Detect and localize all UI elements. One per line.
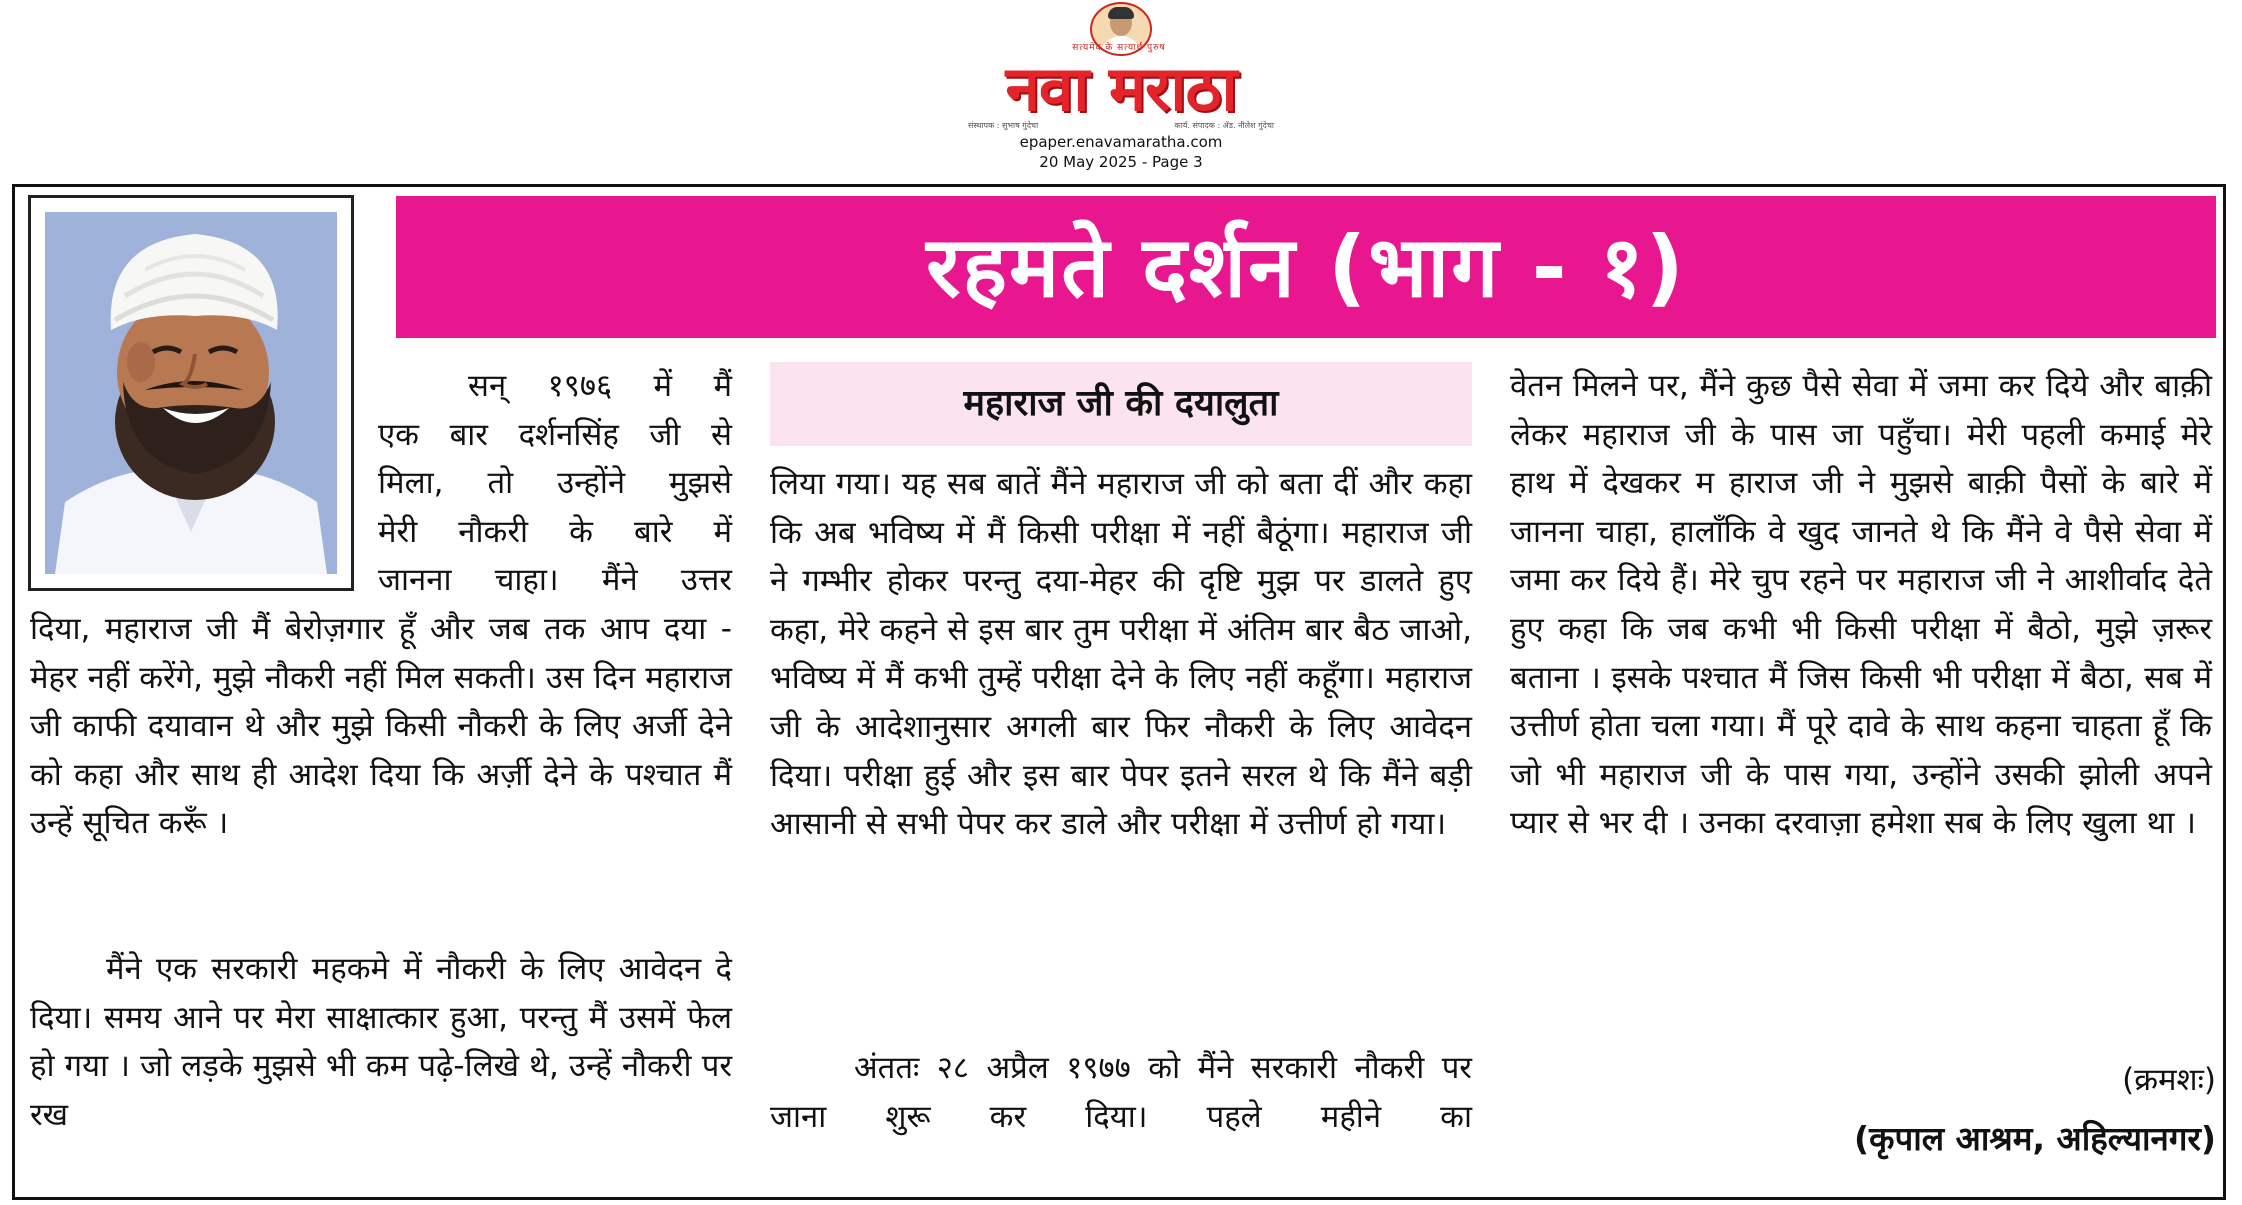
author-portrait-icon <box>45 212 337 574</box>
col1-line-4: मेरी नौकरी के बारे में <box>378 513 732 550</box>
col1-line-5: जानना चाहा। मैंने उत्तर <box>378 562 732 599</box>
logo-strip <box>968 120 1274 132</box>
logo-strip-right: कार्य. संपादक : ॲड. नीलेश गुंदेचा <box>1174 121 1274 130</box>
masthead <box>0 0 2242 180</box>
logo-strip-left: संस्थापक : सुभाष गुंदेचा <box>968 121 1039 130</box>
col1-line-1: सन् १९७६ में मैं <box>468 368 732 404</box>
newspaper-logo: नवा मराठा <box>1005 52 1237 125</box>
continued-label: (क्रमशः) <box>2122 1062 2216 1098</box>
article-title: रहमते दर्शन (भाग - १) <box>926 218 1686 316</box>
article-credit: (कृपाल आश्रम, अहिल्यानगर) <box>1854 1119 2216 1158</box>
logo-tagline: सत्यमेव के सत्यार्थ पुरुष <box>1072 43 1166 53</box>
article-subhead: महाराज जी की दयालुता <box>963 383 1279 424</box>
col1-paragraph-2: मैंने एक सरकारी महकमे में नौकरी के लिए आवेदन दे दिया। समय आने पर मेरा साक्षात्कार हुआ, परन्तु मैं उसमें फेल हो गया । जो लड़के मुझसे भी कम पढ़े-लिखे थे, उन्हें नौकरी पर रख <box>30 951 732 1133</box>
edition-date-page: 20 May 2025 - Page 3 <box>1039 153 1203 171</box>
col2-paragraph-2: अंततः २८ अप्रैल १९७७ को मैंने सरकारी नौकरी पर जाना शुरू कर दिया। पहले महीने का <box>770 1050 1472 1135</box>
epaper-site[interactable]: epaper.enavamaratha.com <box>1019 133 1223 151</box>
col3-paragraph-1: वेतन मिलने पर, मैंने कुछ पैसे सेवा में जमा कर दिये और बाक़ी लेकर महाराज जी के पास जा पहुँचा। मेरी पहली कमाई मेरे हाथ में देखकर म हाराज जी ने मुझसे बाक़ी पैसों के बारे में जानना चाहा, हालाँकि वे खुद जानते थे कि मैंने वे पैसे सेवा में जमा कर दिये हैं। मेरे चुप रहने पर महाराज जी ने आशीर्वाद देते हुए कहा कि जब कभी भी किसी परीक्षा में बैठो, मुझे ज़रूर बताना । इसके पश्चात मैं जिस किसी भी परीक्षा में बैठा, सब में उत्तीर्ण होता चला गया। मैं पूरे दावे के साथ कहना चाहता हूँ कि जो भी महाराज जी के पास गया, उन्होंने उसकी झोली अपने प्यार से भर दी । उनका दरवाज़ा हमेशा सब के लिए खुला था । <box>1510 368 2212 842</box>
col1-paragraph-1: दिया, महाराज जी मैं बेरोज़गार हूँ और जब तक आप दया - मेहर नहीं करेंगे, मुझे नौकरी नहीं मिल सकती। उस दिन महाराज जी काफी दयावान थे और मुझे किसी नौकरी के लिए अर्जी देने को कहा और साथ ही आदेश दिया कि अर्ज़ी देने के पश्चात मैं उन्हें सूचित करूँ । <box>30 611 732 842</box>
col1-line-3: मिला, तो उन्होंने मुझसे <box>378 465 732 502</box>
title-band <box>396 196 2216 338</box>
col2-paragraph-1: लिया गया। यह सब बातें मैंने महाराज जी को बता दीं और कहा कि अब भविष्य में मैं किसी परीक्षा में नहीं बैठूंगा। महाराज जी ने गम्भीर होकर परन्तु दया-मेहर की दृष्टि मुझ पर डालते हुए कहा, मेरे कहने से इस बार तुम परीक्षा में अंतिम बार बैठ जाओ, भविष्य में मैं कभी तुम्हें परीक्षा देने के लिए नहीं कहूँगा। महाराज जी के आदेशानुसार अगली बार फिर नौकरी के लिए आवेदन दिया। परीक्षा हुई और इस बार पेपर इतने सरल थे कि मैंने बड़ी आसानी से सभी पेपर कर डाले और परीक्षा में उत्तीर्ण हो गया। <box>770 466 1472 843</box>
author-photo-frame <box>28 195 354 591</box>
col1-line-2: एक बार दर्शनसिंह जी से <box>378 416 732 453</box>
